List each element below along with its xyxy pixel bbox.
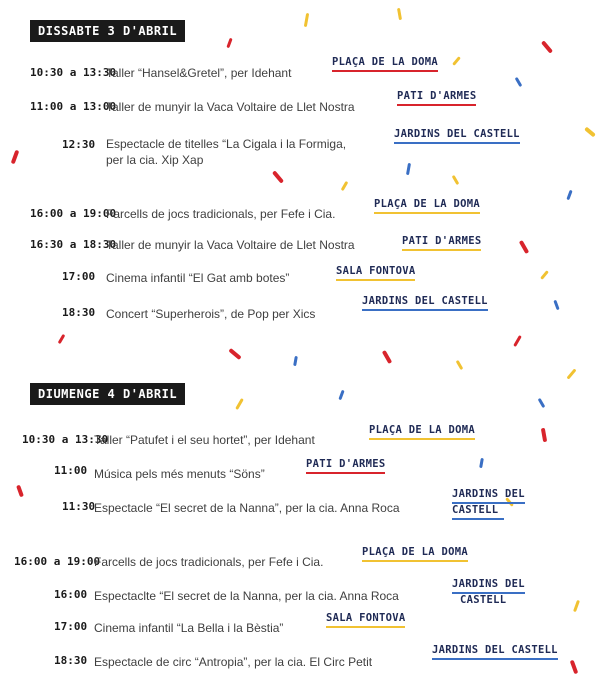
event-description: Concert “Superherois”, de Pop per Xics <box>106 307 316 321</box>
confetti-piece <box>566 190 572 200</box>
event-place-label: PATI D'ARMES <box>402 235 482 247</box>
place-underline <box>332 70 438 72</box>
event-time: 10:30 a 13:30 <box>30 66 117 79</box>
event-description: Espectacle de circ “Antropia”, per la cia. El Circ Petit <box>94 655 373 669</box>
confetti-piece <box>226 38 232 48</box>
event-place-label: JARDINS DEL <box>452 578 525 590</box>
saturday-header: DISSABTE 3 D'ABRIL <box>30 20 185 42</box>
confetti-piece <box>16 485 24 498</box>
confetti-piece <box>515 77 523 87</box>
confetti-piece <box>341 181 349 191</box>
confetti-piece <box>338 390 344 400</box>
place-underline <box>362 309 488 311</box>
event-place-label: PLAÇA DE LA DOMA <box>374 198 480 210</box>
event-time: 17:00 <box>54 620 88 633</box>
confetti-piece <box>519 240 529 254</box>
confetti-piece <box>570 660 579 675</box>
event-place-label: PATI D'ARMES <box>397 90 477 102</box>
event-place-label: PATI D'ARMES <box>306 458 386 470</box>
confetti-piece <box>540 270 549 280</box>
event-description: Cinema infantil “La Bella i la Bèstia” <box>94 621 284 635</box>
confetti-piece <box>304 13 309 27</box>
place-underline <box>362 560 468 562</box>
place-underline <box>369 438 475 440</box>
confetti-piece <box>541 428 547 442</box>
confetti-piece <box>479 458 484 468</box>
event-place-label-continued: CASTELL <box>460 594 507 606</box>
event-place-label: JARDINS DEL <box>452 488 525 500</box>
confetti-piece <box>406 163 411 175</box>
confetti-piece <box>553 300 559 310</box>
confetti-piece <box>566 368 576 379</box>
confetti-piece <box>452 56 461 66</box>
event-time: 11:00 a 13:00 <box>30 100 117 113</box>
event-description: Espectacle “El secret de la Nanna”, per la cia. Anna Roca <box>94 501 400 515</box>
event-description: Farcells de jocs tradicionals, per Fefe i Cia. <box>94 555 324 569</box>
event-place-label: PLAÇA DE LA DOMA <box>362 546 468 558</box>
place-underline <box>374 212 480 214</box>
event-place-label: JARDINS DEL CASTELL <box>362 295 488 307</box>
event-time: 11:30 <box>62 500 96 513</box>
confetti-piece <box>456 360 464 370</box>
sunday-header: DIUMENGE 4 D'ABRIL <box>30 383 185 405</box>
event-place-label-continued: CASTELL <box>452 504 499 516</box>
confetti-piece <box>452 175 460 185</box>
confetti-piece <box>541 40 553 53</box>
event-description: Taller de munyir la Vaca Voltaire de Llet Nostra <box>106 100 355 114</box>
event-time: 16:00 a 19:00 <box>30 207 117 220</box>
event-description: Música pels més menuts “Söns” <box>94 467 265 481</box>
confetti-piece <box>293 356 298 366</box>
event-description: Espectacle de titelles “La Cigala i la Formiga, <box>106 137 347 151</box>
event-description: Cinema infantil “El Gat amb botes” <box>106 271 290 285</box>
event-place <box>332 56 438 72</box>
event-place <box>402 235 481 251</box>
event-place <box>362 546 468 562</box>
place-underline <box>306 472 385 474</box>
event-time: 11:00 <box>54 464 88 477</box>
place-underline <box>394 142 520 144</box>
event-place-label: JARDINS DEL CASTELL <box>432 644 558 656</box>
event-place <box>432 644 558 660</box>
event-place-label: JARDINS DEL CASTELL <box>394 128 520 140</box>
event-description: Farcells de jocs tradicionals, per Fefe i Cia. <box>106 207 336 221</box>
confetti-piece <box>235 398 244 410</box>
event-time: 17:00 <box>62 270 96 283</box>
event-time: 16:00 <box>54 588 88 601</box>
event-place <box>326 612 405 628</box>
event-place-label: SALA FONTOVA <box>326 612 406 624</box>
event-time: 16:30 a 18:30 <box>30 238 117 251</box>
confetti-piece <box>397 8 402 20</box>
confetti-piece <box>272 170 284 183</box>
event-description: Taller “Patufet i el seu hortet”, per Idehant <box>94 433 315 447</box>
place-underline <box>326 626 405 628</box>
event-time: 18:30 <box>54 654 88 667</box>
confetti-piece <box>584 127 596 138</box>
event-description-continued: per la cia. Xip Xap <box>106 153 204 167</box>
place-underline <box>402 249 481 251</box>
event-time: 18:30 <box>62 306 96 319</box>
event-place <box>452 488 525 520</box>
event-time: 12:30 <box>62 138 96 151</box>
confetti-piece <box>11 150 20 165</box>
event-place <box>336 265 415 281</box>
event-place-label: PLAÇA DE LA DOMA <box>369 424 475 436</box>
event-place <box>369 424 475 440</box>
place-underline <box>452 518 504 520</box>
confetti-piece <box>228 348 241 360</box>
event-place-label: SALA FONTOVA <box>336 265 416 277</box>
place-underline <box>397 104 476 106</box>
event-description: Taller de munyir la Vaca Voltaire de Llet Nostra <box>106 238 355 252</box>
event-description: Espectaclte “El secret de la Nanna, per la cia. Anna Roca <box>94 589 399 603</box>
event-place <box>394 128 520 144</box>
event-place <box>452 578 525 607</box>
event-description: Taller “Hansel&Gretel”, per Idehant <box>106 66 292 80</box>
event-place <box>306 458 385 474</box>
event-time: 16:00 a 19:00 <box>14 555 101 568</box>
event-place <box>362 295 488 311</box>
event-place <box>374 198 480 214</box>
event-place-label: PLAÇA DE LA DOMA <box>332 56 438 68</box>
confetti-piece <box>58 334 66 344</box>
event-place <box>397 90 476 106</box>
confetti-piece <box>573 600 580 612</box>
place-underline <box>336 279 415 281</box>
event-time: 10:30 a 13:30 <box>22 433 109 446</box>
confetti-piece <box>538 398 546 408</box>
confetti-piece <box>513 335 522 347</box>
confetti-piece <box>382 350 392 364</box>
place-underline <box>432 658 558 660</box>
